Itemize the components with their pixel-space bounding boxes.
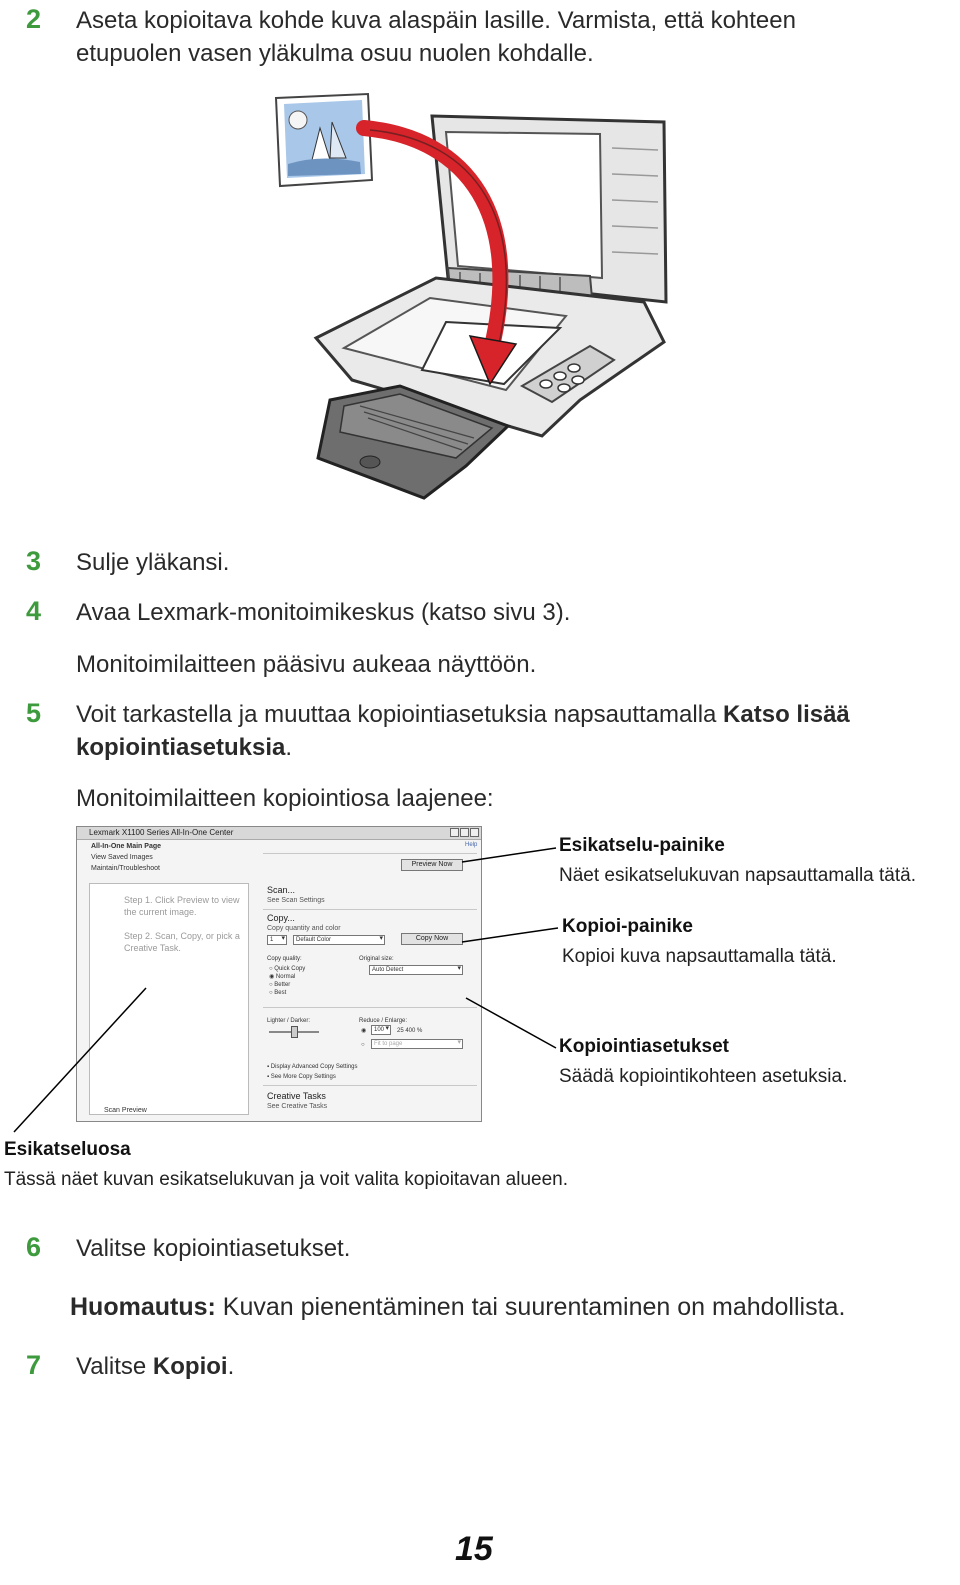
photo-icon <box>276 94 372 186</box>
page-number: 15 <box>455 1530 493 1568</box>
more-settings-link: ▪ See More Copy Settings <box>267 1074 336 1080</box>
step-4-text: Avaa Lexmark-monitoimikeskus (katso sivu 3). <box>76 599 571 626</box>
window-title-text: Lexmark X1100 Series All-In-One Center <box>89 828 234 837</box>
copy-label: Copy... <box>267 913 295 923</box>
callout-preview-button-title: Esikatselu-painike <box>559 835 725 856</box>
quality-option-quick: ○ Quick Copy <box>269 966 306 972</box>
step-4-subtext: Monitoimilaitteen pääsivu aukeaa näyttöön. <box>76 651 537 678</box>
callout-copy-settings-body: Säädä kopiointikohteen asetuksia. <box>559 1066 848 1087</box>
scan-label: Scan... <box>267 885 296 895</box>
preview-hint-1: Step 1. Click Preview to view the current image. <box>124 895 240 917</box>
copy-quality-label: Copy quality: <box>267 956 302 962</box>
step-number-4: 4 <box>26 596 42 626</box>
step-7-pre: Valitse <box>76 1353 153 1380</box>
preview-now-button: Preview Now <box>401 859 463 871</box>
step-2-text <box>76 4 796 70</box>
step-number-6: 6 <box>26 1232 42 1262</box>
step-5-subtext: Monitoimilaitteen kopiointiosa laajenee: <box>76 785 494 812</box>
original-size-select: Auto Detect ▾ <box>369 965 463 975</box>
scan-sublabel: See Scan Settings <box>267 897 325 904</box>
step-5-bold-1: Katso lisää <box>723 701 850 728</box>
step-7-post: . <box>227 1353 235 1380</box>
help-link: Help <box>465 842 478 848</box>
copy-now-button: Copy Now <box>401 933 463 945</box>
callout-preview-area-title: Esikatseluosa <box>4 1139 131 1160</box>
reduce-enlarge-label: Reduce / Enlarge: <box>359 1018 408 1024</box>
callout-copy-settings-title: Kopiointiasetukset <box>559 1036 729 1057</box>
note-label: Huomautus: <box>70 1293 216 1321</box>
nav-main-page: All-In-One Main Page <box>91 843 162 850</box>
step-7-text <box>76 1350 234 1383</box>
nav-saved-images: View Saved Images <box>91 854 153 861</box>
quality-option-normal: ◉ Normal <box>269 974 296 980</box>
note <box>70 1291 845 1324</box>
step-3-text: Sulje yläkansi. <box>76 549 230 576</box>
step-2-line-1: Aseta kopioitava kohde kuva alaspäin lasille. Varmista, että kohteen <box>76 7 796 34</box>
callout-preview-button-body: Näet esikatselukuvan napsauttamalla tätä. <box>559 865 916 886</box>
lighter-darker-label: Lighter / Darker: <box>267 1018 311 1024</box>
advanced-settings-link: ▪ Display Advanced Copy Settings <box>267 1064 358 1070</box>
reduce-range: 25 400 % <box>397 1028 423 1034</box>
step-7-bold: Kopioi <box>152 1353 228 1380</box>
copy-color-select: Default Color ▾ <box>293 935 385 945</box>
creative-tasks-sublabel: See Creative Tasks <box>267 1103 328 1110</box>
nav-maintain: Maintain/Troubleshoot <box>91 865 161 872</box>
quality-option-best: ○ Best <box>269 990 287 996</box>
printer-illustration <box>260 88 680 518</box>
original-size-label: Original size: <box>359 956 394 962</box>
callout-copy-button-body: Kopioi kuva napsauttamalla tätä. <box>562 946 837 967</box>
scan-preview-label: Scan Preview <box>104 1107 147 1114</box>
step-5-pre: Voit tarkastella ja muuttaa kopiointiasetuksia napsauttamalla <box>76 701 724 728</box>
fit-radio: ○ <box>361 1042 365 1048</box>
copy-quantity-select: 1 ▾ <box>267 935 287 945</box>
step-number-2: 2 <box>26 4 42 34</box>
reduce-value-select: 100 ▾ <box>371 1025 391 1035</box>
note-text: Kuvan pienentäminen tai suurentaminen on mahdollista. <box>215 1293 846 1321</box>
creative-tasks-label: Creative Tasks <box>267 1091 326 1101</box>
step-number-5: 5 <box>26 698 42 728</box>
step-number-3: 3 <box>26 546 42 576</box>
step-5-bold-2: kopiointiasetuksia <box>76 734 286 761</box>
step-5-post: . <box>285 734 293 761</box>
fit-page-select: Fit to page ▾ <box>371 1039 463 1049</box>
step-2-line-2: etupuolen vasen yläkulma osuu nuolen kohdalle. <box>76 40 594 67</box>
callout-copy-button-title: Kopioi-painike <box>562 916 693 937</box>
preview-hint-2: Step 2. Scan, Copy, or pick a Creative Task. <box>124 931 240 953</box>
quality-option-better: ○ Better <box>269 982 291 988</box>
reduce-radio: ◉ <box>361 1028 367 1034</box>
step-number-7: 7 <box>26 1350 42 1380</box>
step-5-text <box>76 698 956 764</box>
callout-preview-area-body: Tässä näet kuvan esikatselukuvan ja voit valita kopioitavan alueen. <box>4 1169 569 1190</box>
copy-sublabel: Copy quantity and color <box>267 925 341 932</box>
step-6-text: Valitse kopiointiasetukset. <box>76 1235 351 1262</box>
